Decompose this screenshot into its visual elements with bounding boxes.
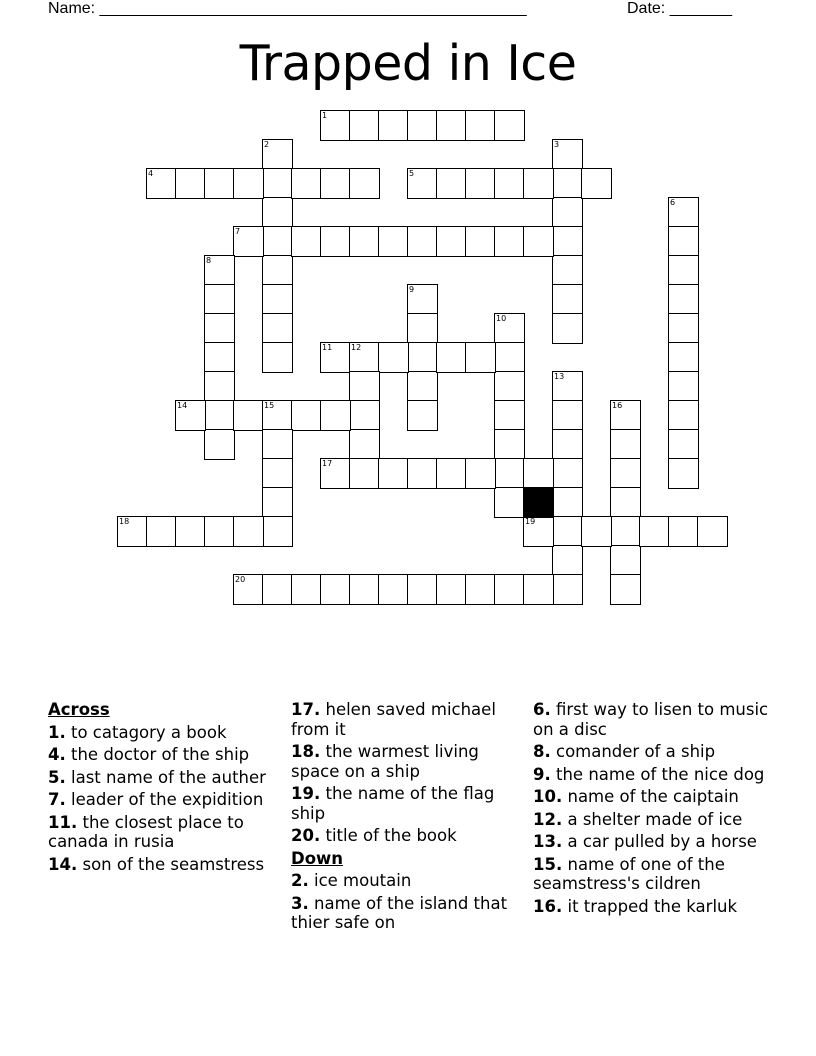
clue-across-7: 7. leader of the expidition <box>48 790 264 809</box>
grid-number: 20 <box>235 575 246 584</box>
grid-cell[interactable] <box>552 313 583 344</box>
grid-cell[interactable] <box>436 458 467 489</box>
clue-column-1 <box>48 700 284 877</box>
grid-cell[interactable] <box>436 574 467 605</box>
grid-cell[interactable] <box>465 110 496 141</box>
grid-cell[interactable] <box>349 574 380 605</box>
grid-cell[interactable] <box>349 168 380 199</box>
grid-cell[interactable] <box>668 516 699 547</box>
grid-cell[interactable] <box>494 487 525 518</box>
grid-cell[interactable] <box>610 516 641 547</box>
clue-down-2: 2. ice moutain <box>291 871 412 890</box>
grid-cell[interactable] <box>494 400 525 431</box>
grid-cell[interactable] <box>407 574 438 605</box>
grid-cell[interactable] <box>494 429 525 460</box>
grid-number: 11 <box>322 343 333 352</box>
across-heading: Across <box>48 700 110 719</box>
grid-cell[interactable] <box>204 516 235 547</box>
down-heading: Down <box>291 848 344 868</box>
grid-cell[interactable] <box>552 168 583 199</box>
grid-cell[interactable] <box>204 313 235 344</box>
grid-cell[interactable] <box>436 342 467 373</box>
grid-cell[interactable] <box>465 226 496 257</box>
clue-down-8: 8. comander of a ship <box>533 742 716 761</box>
grid-cell[interactable] <box>378 226 409 257</box>
grid-cell[interactable] <box>436 226 467 257</box>
grid-cell[interactable] <box>552 255 583 286</box>
grid-number: 4 <box>148 169 154 178</box>
grid-cell[interactable] <box>581 168 612 199</box>
date-field[interactable]: Date: _______ <box>627 0 732 17</box>
grid-cell[interactable] <box>262 487 293 518</box>
grid-cell[interactable] <box>204 284 235 315</box>
grid-cell[interactable] <box>494 371 525 402</box>
grid-cell[interactable] <box>291 400 322 431</box>
clue-down-16: 16. it trapped the karluk <box>533 896 738 916</box>
grid-cell[interactable] <box>407 110 438 141</box>
clue-down-9: 9. the name of the nice dog <box>533 764 765 784</box>
grid-number: 8 <box>206 256 212 265</box>
clue-across-20: 20. title of the book <box>291 826 457 845</box>
grid-number: 19 <box>525 517 536 526</box>
grid-number: 15 <box>264 401 275 410</box>
grid-cell[interactable] <box>349 458 380 489</box>
grid-cell[interactable] <box>233 400 264 431</box>
clue-down-6: 6. first way to lisen to music on a disc <box>533 700 769 739</box>
grid-cell[interactable] <box>349 371 380 402</box>
grid-cell[interactable] <box>349 226 380 257</box>
clue-down-13: 13. a car pulled by a horse <box>533 832 757 851</box>
grid-cell[interactable] <box>262 429 293 460</box>
grid-cell[interactable] <box>697 516 728 547</box>
grid-cell[interactable] <box>291 574 322 605</box>
grid-cell[interactable] <box>552 516 583 547</box>
grid-number: 6 <box>670 198 676 207</box>
grid-cell[interactable] <box>407 371 438 402</box>
grid-cell[interactable] <box>320 574 351 605</box>
grid-cell[interactable] <box>552 429 583 460</box>
clue-across-1: 1. to catagory a book <box>48 722 227 742</box>
clue-across-19: 19. the name of the flag ship <box>291 784 495 823</box>
clue-across-4: 4. the doctor of the ship <box>48 745 250 764</box>
grid-cell[interactable] <box>552 226 583 257</box>
grid-cell[interactable] <box>668 342 699 373</box>
grid-cell[interactable] <box>465 574 496 605</box>
clue-down-3: 3. name of the island that thier safe on <box>291 893 508 932</box>
grid-cell[interactable] <box>610 487 641 518</box>
clue-across-18: 18. the warmest living space on a ship <box>291 742 479 781</box>
grid-cell[interactable] <box>262 458 293 489</box>
grid-number: 10 <box>496 314 507 323</box>
blocked-cell <box>523 487 554 518</box>
grid-cell[interactable] <box>262 516 293 547</box>
grid-cell[interactable] <box>552 574 583 605</box>
page-title: Trapped in Ice <box>239 35 577 92</box>
grid-cell[interactable] <box>262 168 293 199</box>
grid-number: 5 <box>409 169 415 178</box>
grid-cell[interactable] <box>349 400 380 431</box>
clue-across-5: 5. last name of the auther <box>48 767 266 787</box>
grid-cell[interactable] <box>204 400 235 431</box>
clue-column-3 <box>533 700 769 919</box>
grid-cell[interactable] <box>204 168 235 199</box>
grid-cell[interactable] <box>175 168 206 199</box>
clue-column-2 <box>291 700 527 936</box>
grid-cell[interactable] <box>494 458 525 489</box>
clue-across-11: 11. the closest place to canada in rusia <box>48 812 244 851</box>
grid-cell[interactable] <box>233 516 264 547</box>
grid-cell[interactable] <box>668 226 699 257</box>
grid-cell[interactable] <box>378 458 409 489</box>
grid-cell[interactable] <box>262 226 293 257</box>
grid-cell[interactable] <box>552 545 583 576</box>
clue-across-14: 14. son of the seamstress <box>48 854 265 874</box>
grid-number: 16 <box>612 401 623 410</box>
grid-cell[interactable] <box>552 400 583 431</box>
grid-cell[interactable] <box>407 313 438 344</box>
grid-cell[interactable] <box>146 516 177 547</box>
grid-cell[interactable] <box>175 516 206 547</box>
grid-cell[interactable] <box>610 429 641 460</box>
grid-cell[interactable] <box>465 168 496 199</box>
grid-cell[interactable] <box>262 197 293 228</box>
grid-cell[interactable] <box>204 371 235 402</box>
grid-cell[interactable] <box>639 516 670 547</box>
grid-cell[interactable] <box>233 168 264 199</box>
clue-down-15: 15. name of one of the seamstress's cildren <box>533 854 725 893</box>
grid-cell[interactable] <box>581 516 612 547</box>
grid-cell[interactable] <box>436 110 467 141</box>
grid-cell[interactable] <box>349 429 380 460</box>
grid-number: 13 <box>554 372 565 381</box>
grid-number: 18 <box>119 517 130 526</box>
grid-cell[interactable] <box>523 226 554 257</box>
grid-cell[interactable] <box>494 226 525 257</box>
grid-cell[interactable] <box>407 458 438 489</box>
grid-cell[interactable] <box>291 168 322 199</box>
grid-cell[interactable] <box>494 110 525 141</box>
grid-cell[interactable] <box>552 284 583 315</box>
grid-cell[interactable] <box>204 429 235 460</box>
grid-cell[interactable] <box>668 429 699 460</box>
grid-cell[interactable] <box>407 400 438 431</box>
grid-cell[interactable] <box>494 168 525 199</box>
grid-cell[interactable] <box>436 168 467 199</box>
grid-cell[interactable] <box>552 458 583 489</box>
grid-cell[interactable] <box>291 226 322 257</box>
grid-cell[interactable] <box>523 168 554 199</box>
grid-cell[interactable] <box>320 168 351 199</box>
grid-cell[interactable] <box>610 458 641 489</box>
grid-number: 3 <box>554 140 560 149</box>
grid-cell[interactable] <box>262 313 293 344</box>
name-field[interactable]: Name: ________________________________________________ <box>48 0 527 17</box>
grid-cell[interactable] <box>320 226 351 257</box>
grid-cell[interactable] <box>262 342 293 373</box>
grid-number: 7 <box>235 227 241 236</box>
grid-cell[interactable] <box>465 342 496 373</box>
grid-cell[interactable] <box>349 110 380 141</box>
grid-cell[interactable] <box>320 400 351 431</box>
grid-cell[interactable] <box>523 574 554 605</box>
grid-cell[interactable] <box>407 226 438 257</box>
grid-cell[interactable] <box>668 458 699 489</box>
grid-number: 17 <box>322 459 333 468</box>
clue-down-12: 12. a shelter made of ice <box>533 809 743 829</box>
grid-cell[interactable] <box>668 400 699 431</box>
grid-number: 2 <box>264 140 270 149</box>
grid-cell[interactable] <box>523 458 554 489</box>
grid-cell[interactable] <box>262 255 293 286</box>
grid-cell[interactable] <box>668 255 699 286</box>
grid-cell[interactable] <box>262 574 293 605</box>
grid-cell[interactable] <box>610 574 641 605</box>
clue-down-10: 10. name of the caiptain <box>533 787 739 806</box>
grid-cell[interactable] <box>610 545 641 576</box>
grid-cell[interactable] <box>552 487 583 518</box>
grid-cell[interactable] <box>378 110 409 141</box>
grid-cell[interactable] <box>552 197 583 228</box>
grid-cell[interactable] <box>668 313 699 344</box>
grid-number: 9 <box>409 285 415 294</box>
grid-cell[interactable] <box>494 574 525 605</box>
grid-number: 12 <box>351 343 362 352</box>
grid-cell[interactable] <box>668 284 699 315</box>
grid-number: 1 <box>322 111 328 120</box>
grid-cell[interactable] <box>494 342 525 373</box>
grid-cell[interactable] <box>378 342 409 373</box>
grid-cell[interactable] <box>407 342 438 373</box>
grid-cell[interactable] <box>378 574 409 605</box>
clue-across-17: 17. helen saved michael from it <box>291 700 496 739</box>
grid-number: 14 <box>177 401 188 410</box>
grid-cell[interactable] <box>204 342 235 373</box>
grid-cell[interactable] <box>668 371 699 402</box>
grid-cell[interactable] <box>465 458 496 489</box>
grid-cell[interactable] <box>262 284 293 315</box>
